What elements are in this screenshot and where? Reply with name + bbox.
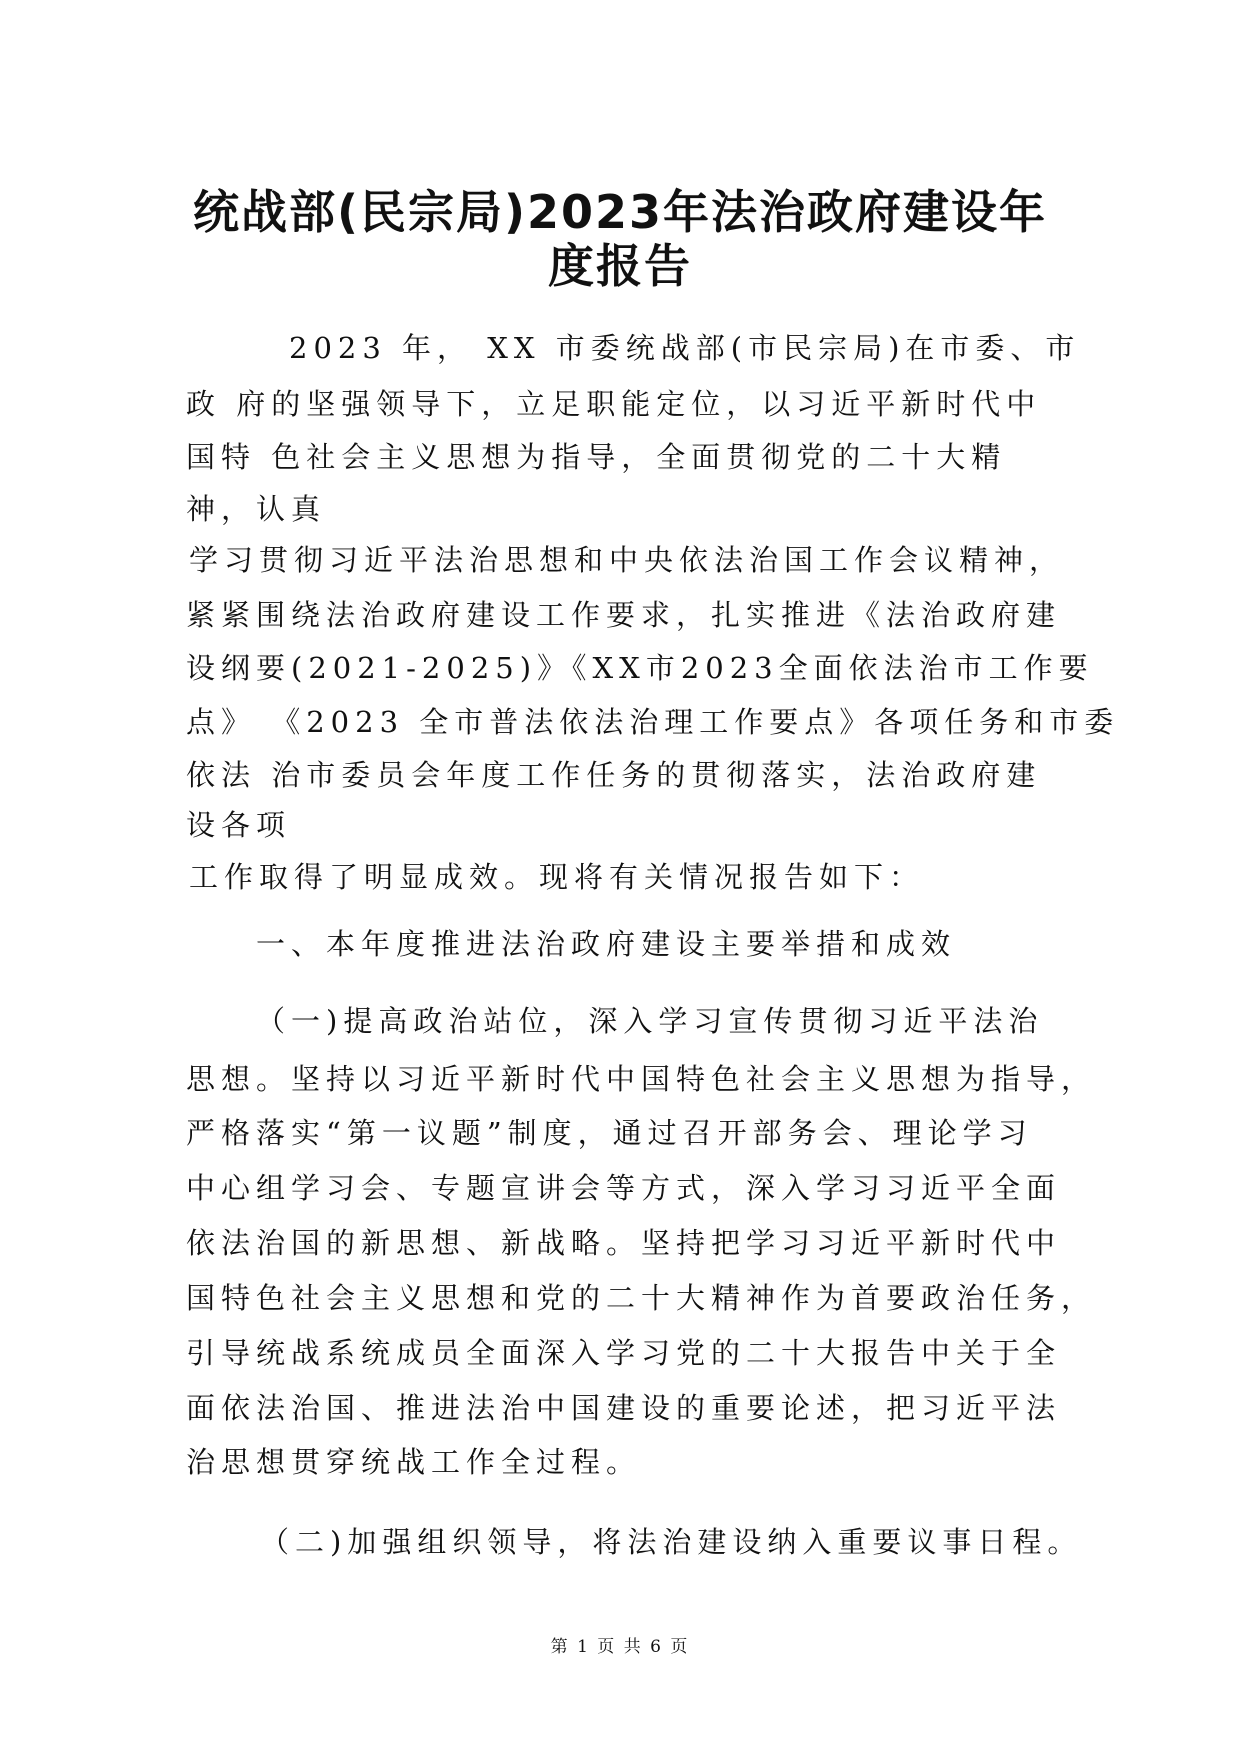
page-number-footer: 第 1 页 共 6 页 [550, 1637, 690, 1657]
paragraph-line: 设各项 [186, 808, 292, 842]
paragraph-line: 引导统战系统成员全面深入学习党的二十大报告中关于全 [186, 1336, 1062, 1370]
document-title-line-2: 度报告 [548, 239, 692, 293]
paragraph-line: 神，认真 [186, 492, 327, 526]
paragraph-line: 设纲要(2021-2025)》《XX市2023全面依法治市工作要 [186, 651, 1094, 685]
paragraph-line: 点》 《2023 全市普法依法治理工作要点》各项任务和市委 [186, 705, 1120, 739]
paragraph-line: 治思想贯穿统战工作全过程。 [186, 1445, 642, 1479]
paragraph-line: 严格落实“第一议题”制度，通过召开部务会、理论学习 [186, 1116, 1033, 1150]
paragraph-line: 工作取得了明显成效。现将有关情况报告如下： [189, 860, 925, 894]
paragraph-line: 政 府的坚强领导下，立足职能定位，以习近平新时代中 [186, 387, 1042, 421]
paragraph-line: 学习贯彻习近平法治思想和中央依法治国工作会议精神， [189, 543, 1065, 577]
paragraph-line: 国特色社会主义思想和党的二十大精神作为首要政治任务， [186, 1281, 1097, 1315]
document-title-line-1: 统战部(民宗局)2023年法治政府建设年 [192, 185, 1048, 239]
paragraph-line: （一)提高政治站位，深入学习宣传贯彻习近平法治 [256, 1004, 1044, 1038]
paragraph-line: 依法治国的新思想、新战略。坚持把学习习近平新时代中 [186, 1226, 1062, 1260]
paragraph-line: 中心组学习会、专题宣讲会等方式，深入学习习近平全面 [186, 1171, 1062, 1205]
section-heading: 一、本年度推进法治政府建设主要举措和成效 [256, 927, 957, 961]
paragraph-line: 国特 色社会主义思想为指导，全面贯彻党的二十大精 [186, 440, 1007, 474]
paragraph-line: （二)加强组织领导，将法治建设纳入重要议事日程。 [260, 1525, 1083, 1559]
paragraph-line: 面依法治国、推进法治中国建设的重要论述，把习近平法 [186, 1391, 1062, 1425]
paragraph-line: 思想。坚持以习近平新时代中国特色社会主义思想为指导， [186, 1062, 1097, 1096]
paragraph-line: 2023 年， XX 市委统战部(市民宗局)在市委、市 [289, 331, 1081, 365]
paragraph-line: 紧紧围绕法治政府建设工作要求，扎实推进《法治政府建 [186, 598, 1062, 632]
paragraph-line: 依法 治市委员会年度工作任务的贯彻落实，法治政府建 [186, 758, 1042, 792]
